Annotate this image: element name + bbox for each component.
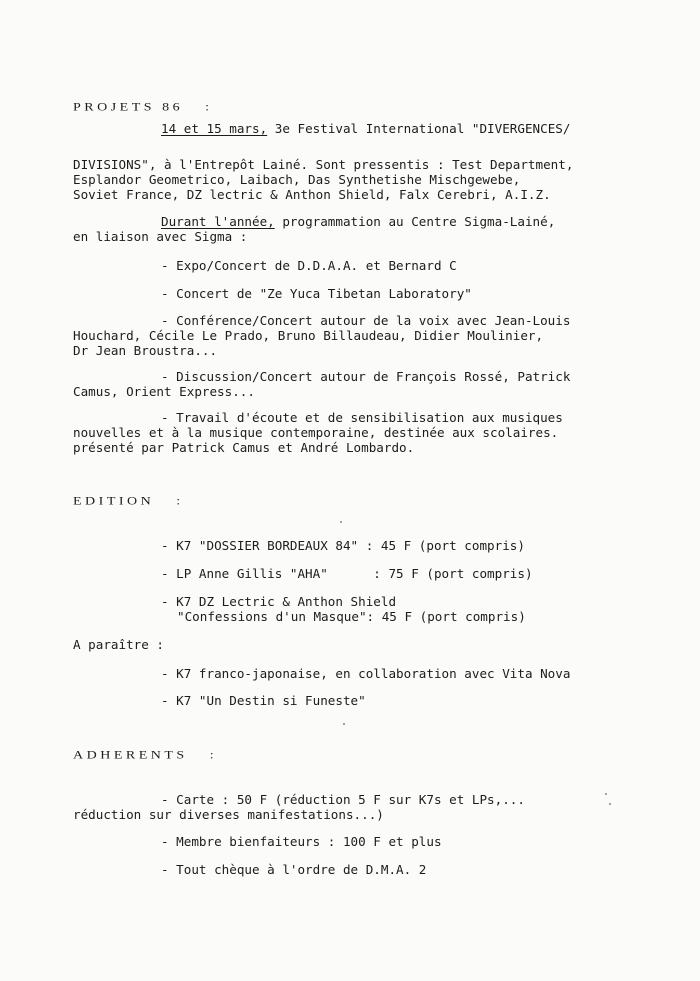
upcoming-item: - K7 "Un Destin si Funeste" [161, 693, 366, 708]
section-heading-colon: : [205, 101, 213, 114]
adherent-membre: - Membre bienfaiteurs : 100 F et plus [161, 834, 442, 849]
section-heading-adherents-text: ADHERENTS [73, 749, 188, 762]
projet-item-cont: présenté par Patrick Camus et André Lombardo. [73, 440, 415, 455]
edition-item: - K7 DZ Lectric & Anthon Shield [161, 594, 397, 609]
scan-speck [343, 723, 345, 725]
projet-item: - Concert de "Ze Yuca Tibetan Laboratory" [161, 286, 472, 301]
festival-date: 14 et 15 mars, [161, 121, 268, 136]
projet-item-cont: nouvelles et à la musique contemporaine, destinée aux scolaires. [73, 425, 559, 440]
annee-line-2: en liaison avec Sigma : [73, 229, 248, 244]
festival-line-1-rest: 3e Festival International "DIVERGENCES/ [267, 121, 571, 136]
section-heading-edition [73, 495, 184, 508]
annee-line-1-rest: programmation au Centre Sigma-Lainé, [274, 214, 556, 229]
projet-item: - Travail d'écoute et de sensibilisation aux musiques [161, 410, 563, 425]
festival-line-4: Soviet France, DZ lectric & Anthon Shield, Falx Cerebri, A.I.Z. [73, 187, 551, 202]
section-heading-colon: : [209, 749, 218, 762]
upcoming-item: - K7 franco-japonaise, en collaboration avec Vita Nova [161, 666, 571, 681]
festival-line-3: Esplandor Geometrico, Laibach, Das Synthetishe Mischgewebe, [73, 172, 521, 187]
adherent-cheque: - Tout chèque à l'ordre de D.M.A. 2 [161, 862, 427, 877]
scan-speck [340, 521, 342, 523]
projet-item: - Conférence/Concert autour de la voix avec Jean-Louis [161, 313, 571, 328]
section-heading-edition-text: EDITION [73, 495, 155, 508]
section-heading-projets [73, 101, 212, 114]
festival-line-2: DIVISIONS", à l'Entrepôt Lainé. Sont pressentis : Test Department, [73, 157, 574, 172]
projet-item-cont: Dr Jean Broustra... [73, 343, 218, 358]
scan-speck [609, 803, 611, 805]
annee-line-1 [161, 215, 555, 229]
projet-item-cont: Camus, Orient Express... [73, 384, 255, 399]
section-heading-adherents [73, 749, 217, 762]
adherent-carte-cont: réduction sur diverses manifestations...) [73, 807, 384, 822]
a-paraitre-label: A paraître : [73, 637, 164, 652]
projet-item: - Expo/Concert de D.D.A.A. et Bernard C [161, 258, 457, 273]
edition-item: - LP Anne Gillis "AHA" : 75 F (port compris) [161, 566, 533, 581]
projet-item-cont: Houchard, Cécile Le Prado, Bruno Billaudeau, Didier Moulinier, [73, 328, 544, 343]
scan-speck [605, 793, 607, 795]
edition-item: - K7 "DOSSIER BORDEAUX 84" : 45 F (port compris) [161, 538, 525, 553]
section-heading-colon: : [176, 495, 184, 508]
edition-item-cont: "Confessions d'un Masque": 45 F (port compris) [177, 609, 526, 624]
projet-item: - Discussion/Concert autour de François Rossé, Patrick [161, 369, 571, 384]
section-heading-projets-text: PROJETS 86 [73, 101, 184, 114]
festival-line-1 [161, 122, 570, 136]
annee-lead: Durant l'année, [161, 214, 275, 229]
adherent-carte: - Carte : 50 F (réduction 5 F sur K7s et LPs,... [161, 792, 525, 807]
